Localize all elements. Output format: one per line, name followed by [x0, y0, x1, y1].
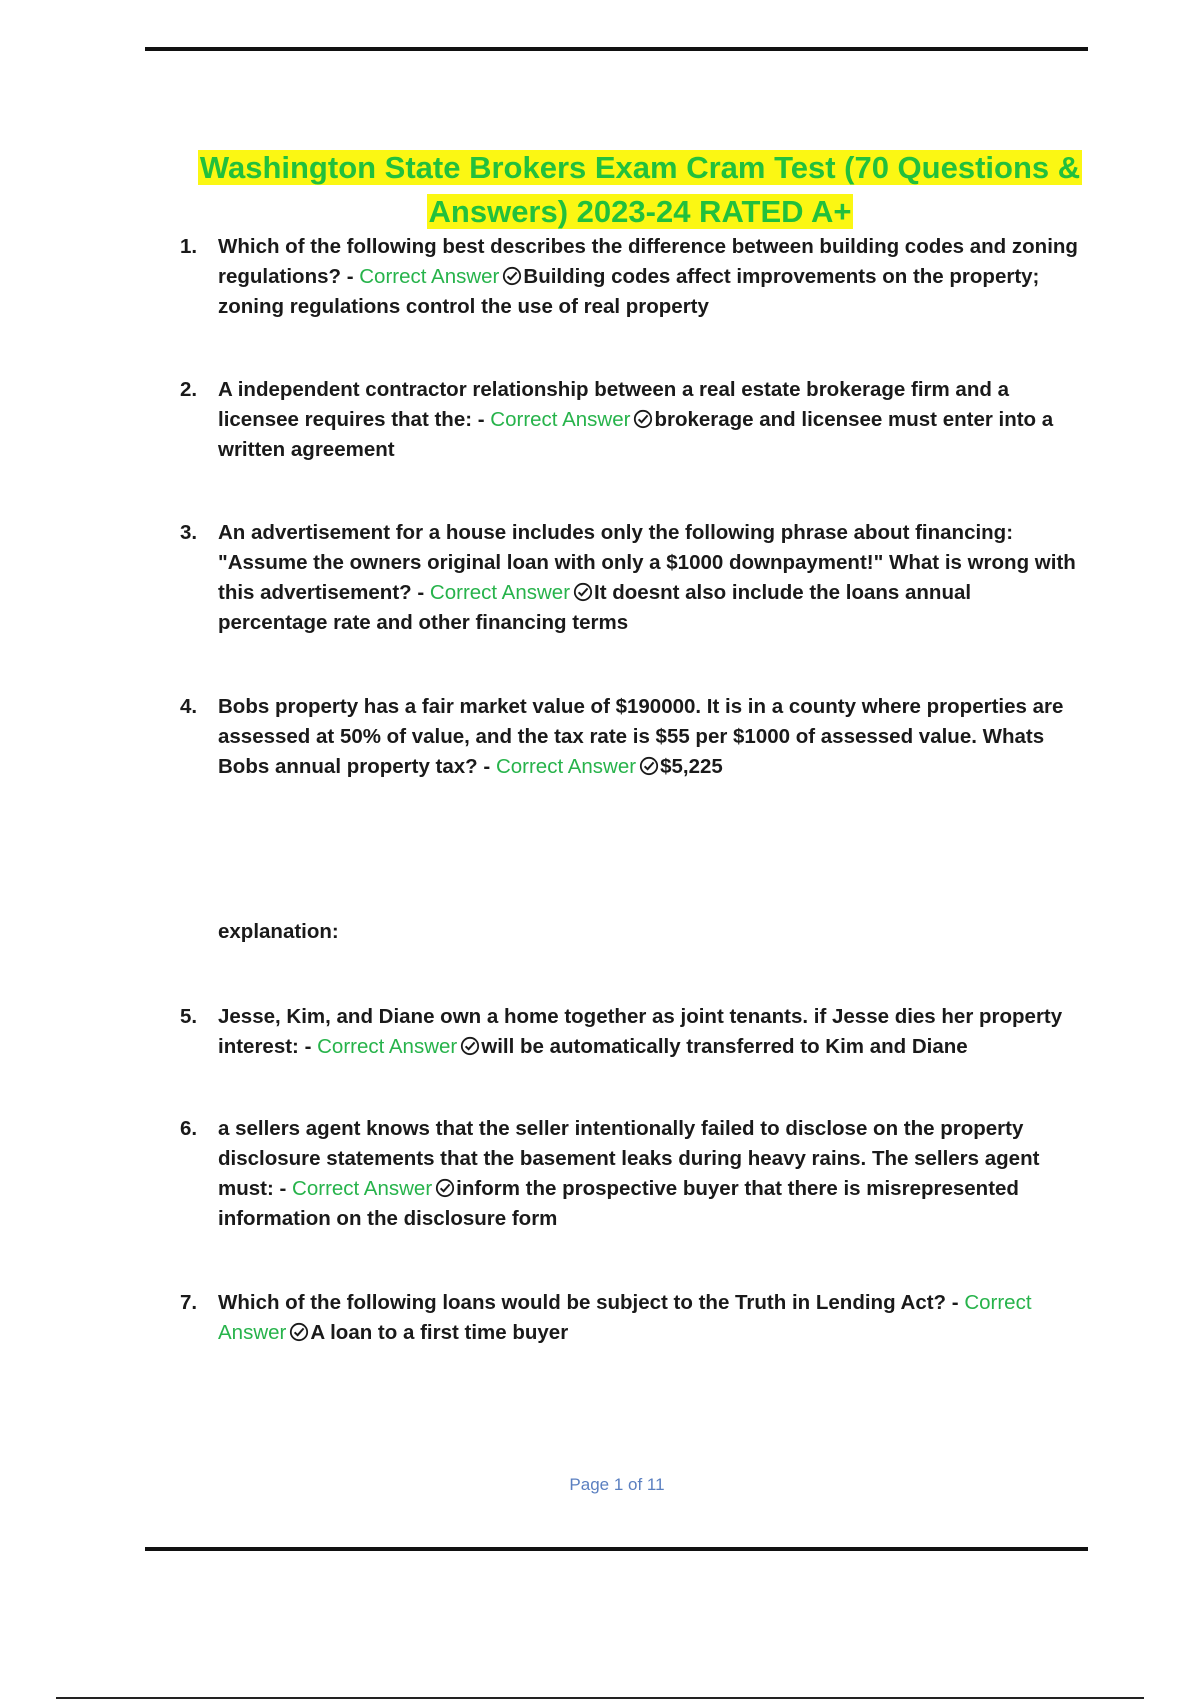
answer-text: inform the prospective buyer that there is misrepresented information on the disclosure form	[218, 1177, 1019, 1230]
question-body	[218, 518, 1080, 638]
question-number: 2.	[180, 378, 198, 401]
answer-text: brokerage and licensee must enter into a written agreement	[218, 408, 1054, 461]
document-title	[160, 146, 1120, 234]
question-text: Bobs property has a fair market value of $190000. It is in a county where properties are assessed at 50% of value, and the tax rate is $55 per $1000 of assessed value. Whats Bobs annual property tax? -	[218, 695, 1064, 778]
page-indicator: Page 1 of 11	[569, 1475, 665, 1494]
question-text: A independent contractor relationship between a real estate brokerage firm and a licensee requires that the: -	[218, 378, 1009, 431]
check-icon	[289, 1322, 309, 1342]
question-number: 4.	[180, 695, 198, 718]
check-icon	[573, 582, 593, 602]
question-number: 5.	[180, 1005, 198, 1028]
correct-answer-label: Correct Answer	[495, 755, 637, 778]
answer-text: Building codes affect improvements on the property; zoning regulations control the use of real property	[218, 265, 1040, 318]
question-body	[218, 1114, 1080, 1234]
answer-text: will be automatically transferred to Kim and Diane	[481, 1035, 968, 1058]
correct-answer-label: Correct Answer	[429, 581, 571, 604]
check-icon	[502, 266, 522, 286]
question-number: 6.	[180, 1117, 198, 1140]
question-item-6	[180, 1114, 1080, 1234]
check-icon	[633, 409, 653, 429]
question-number: 3.	[180, 521, 198, 544]
correct-answer-label: Correct Answer	[317, 1035, 458, 1058]
question-item-3	[180, 518, 1080, 638]
question-body	[218, 375, 1080, 465]
question-body	[218, 1288, 1080, 1348]
question-number: 7.	[180, 1291, 198, 1314]
question-body	[218, 232, 1080, 322]
correct-answer-label: Correct Answer	[359, 265, 500, 288]
page-edge-rule	[56, 1697, 1144, 1699]
check-icon	[639, 756, 659, 776]
answer-text: A loan to a first time buyer	[310, 1321, 569, 1344]
question-item-7	[180, 1288, 1080, 1348]
question-text: a sellers agent knows that the seller intentionally failed to disclose on the property disclosure statements that the basement leaks during heavy rains. The sellers agent must: -	[218, 1117, 1040, 1200]
question-item-1	[180, 232, 1080, 322]
question-text: Which of the following best describes the difference between building codes and zoning regulations? -	[218, 235, 1078, 288]
explanation-label: explanation:	[218, 920, 339, 943]
question-text: Which of the following loans would be subject to the Truth in Lending Act? -	[218, 1291, 959, 1314]
question-item-5	[180, 1002, 1080, 1062]
question-text: An advertisement for a house includes only the following phrase about financing: "Assume the owners original loan with only a $1000 downpayment!" What is wrong with this advertisement? -	[218, 521, 1076, 604]
question-item-2	[180, 375, 1080, 465]
question-body	[218, 1002, 1080, 1062]
title-line-1: Washington State Brokers Exam Cram Test (70 Questions &	[199, 150, 1081, 185]
question-body	[218, 692, 1080, 782]
question-item-4	[180, 692, 1080, 782]
header-rule	[145, 47, 1088, 51]
check-icon	[435, 1178, 455, 1198]
title-line-2: Answers) 2023-24 RATED A+	[428, 194, 852, 229]
footer-rule	[145, 1547, 1088, 1551]
check-icon	[460, 1036, 480, 1056]
question-number: 1.	[180, 235, 198, 258]
correct-answer-label: Correct Answer	[292, 1177, 433, 1200]
answer-text: $5,225	[660, 755, 723, 778]
question-text: Jesse, Kim, and Diane own a home together as joint tenants. if Jesse dies her property interest: -	[218, 1005, 1063, 1058]
correct-answer-label: Correct Answer	[218, 1291, 1032, 1344]
answer-text: It doesnt also include the loans annual percentage rate and other financing terms	[218, 581, 972, 634]
correct-answer-label: Correct Answer	[490, 408, 631, 431]
